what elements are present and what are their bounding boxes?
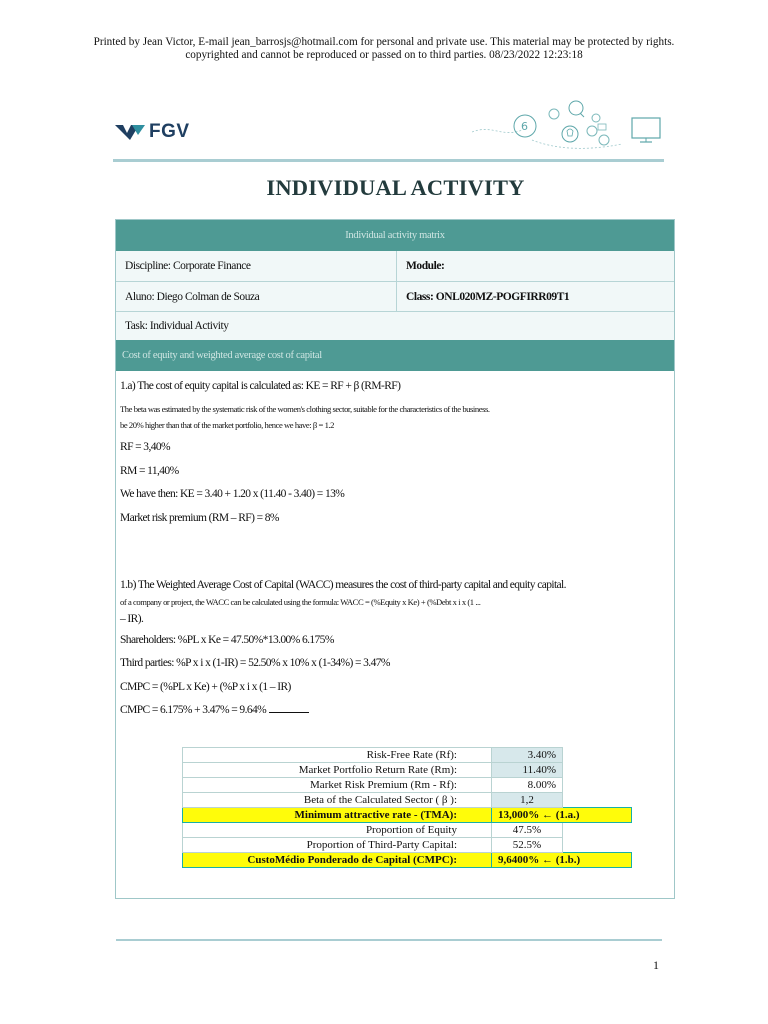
table-row (183, 823, 632, 838)
body-line-ke-result: We have then: KE = 3.40 + 1.20 x (11.40 - 3.40) = 13% (120, 488, 345, 500)
table-row (183, 838, 632, 853)
table-value: 52.5% (492, 838, 563, 853)
table-label: CustoMédio Ponderado de Capital (CMPC): (183, 853, 492, 868)
body-line-1b-intro: 1.b) The Weighted Average Cost of Capital (WACC) measures the cost of third-party capital and equity capital. (120, 579, 566, 591)
body-line-cmpc-result (120, 703, 309, 716)
table-value: 1,2 (492, 793, 563, 808)
column-divider (396, 251, 397, 311)
print-notice (0, 36, 768, 62)
table-label: Beta of the Calculated Sector ( β ): (183, 793, 492, 808)
body-line-beta-value: be 20% higher than that of the market portfolio, hence we have: β = 1.2 (120, 420, 334, 430)
row-divider (116, 281, 674, 282)
table-row-highlight (183, 808, 632, 823)
fgv-logo-mark-icon (114, 123, 146, 141)
body-line-market-risk: Market risk premium (RM – RF) = 8% (120, 512, 279, 524)
table-label: Minimum attractive rate - (TMA): (183, 808, 492, 823)
footer-divider (116, 939, 662, 941)
table-row (183, 793, 632, 808)
table-value: 9,6400% ← (1.b.) (492, 853, 632, 868)
row-divider (116, 311, 674, 312)
discipline-cell: Discipline: Corporate Finance (116, 251, 396, 281)
table-label: Risk-Free Rate (Rf): (183, 748, 492, 763)
body-line-beta-note: The beta was estimated by the systematic risk of the women's clothing sector, suitable for the characteristics of the business. (120, 404, 490, 414)
fgv-logo-text: FGV (149, 121, 190, 142)
body-line-wacc-formula: of a company or project, the WACC can be calculated using the formula: WACC = (%Equity x Ke) + (%Debt x i x (1 ... (120, 597, 481, 607)
body-line-rm: RM = 11,40% (120, 465, 179, 477)
body-line-1a-intro: 1.a) The cost of equity capital is calculated as: KE = RF + β (RM-RF) (120, 380, 401, 392)
table-value: 11.40% (492, 763, 563, 778)
svg-text:6: 6 (521, 120, 528, 133)
table-row-highlight (183, 853, 632, 868)
student-cell: Aluno: Diego Colman de Souza (116, 282, 396, 311)
fgv-logo (114, 121, 190, 143)
table-label: Market Portfolio Return Rate (Rm): (183, 763, 492, 778)
table-label: Proportion of Third-Party Capital: (183, 838, 492, 853)
task-cell: Task: Individual Activity (116, 312, 674, 340)
cmpc-result-text: CMPC = 6.175% + 3.47% = 9.64% (120, 704, 267, 716)
class-cell: Class: ONL020MZ-POGFIRR09T1 (397, 282, 674, 311)
print-notice-line-1: Printed by Jean Victor, E-mail jean_barrosjs@hotmail.com for personal and private use. This material may be protected by rights. (93, 36, 675, 48)
body-line-shareholders: Shareholders: %PL x Ke = 47.50%*13.00% 6.175% (120, 634, 334, 646)
table-value: 3.40% (492, 748, 563, 763)
table-value: 13,000% ← (1.a.) (492, 808, 632, 823)
body-line-third-parties: Third parties: %P x i x (1-IR) = 52.50% x 10% x (1-34%) = 3.47% (120, 657, 390, 669)
print-notice-line-2: copyrighted and cannot be reproduced or passed on to third parties. 08/23/2022 12:23:18 (185, 49, 583, 61)
matrix-header: Individual activity matrix (116, 220, 674, 251)
table-row (183, 763, 632, 778)
underline-blank (269, 703, 309, 713)
body-line-wacc-formula-end: – IR). (120, 613, 144, 625)
page-number: 1 (653, 958, 659, 972)
section-header: Cost of equity and weighted average cost of capital (116, 340, 674, 371)
table-row (183, 748, 632, 763)
calculation-table (182, 747, 632, 868)
body-line-rf: RF = 3,40% (120, 441, 171, 453)
table-value: 8.00% (492, 778, 563, 793)
table-value: 47.5% (492, 823, 563, 838)
header-divider (113, 159, 664, 162)
table-label: Market Risk Premium (Rm - Rf): (183, 778, 492, 793)
module-cell: Module: (397, 251, 674, 281)
header-illustration-icon (472, 98, 668, 154)
page-title: INDIVIDUAL ACTIVITY (266, 175, 525, 200)
table-row (183, 778, 632, 793)
body-line-cmpc-formula: CMPC = (%PL x Ke) + (%P x i x (1 – IR) (120, 681, 291, 693)
table-label: Proportion of Equity (183, 823, 492, 838)
